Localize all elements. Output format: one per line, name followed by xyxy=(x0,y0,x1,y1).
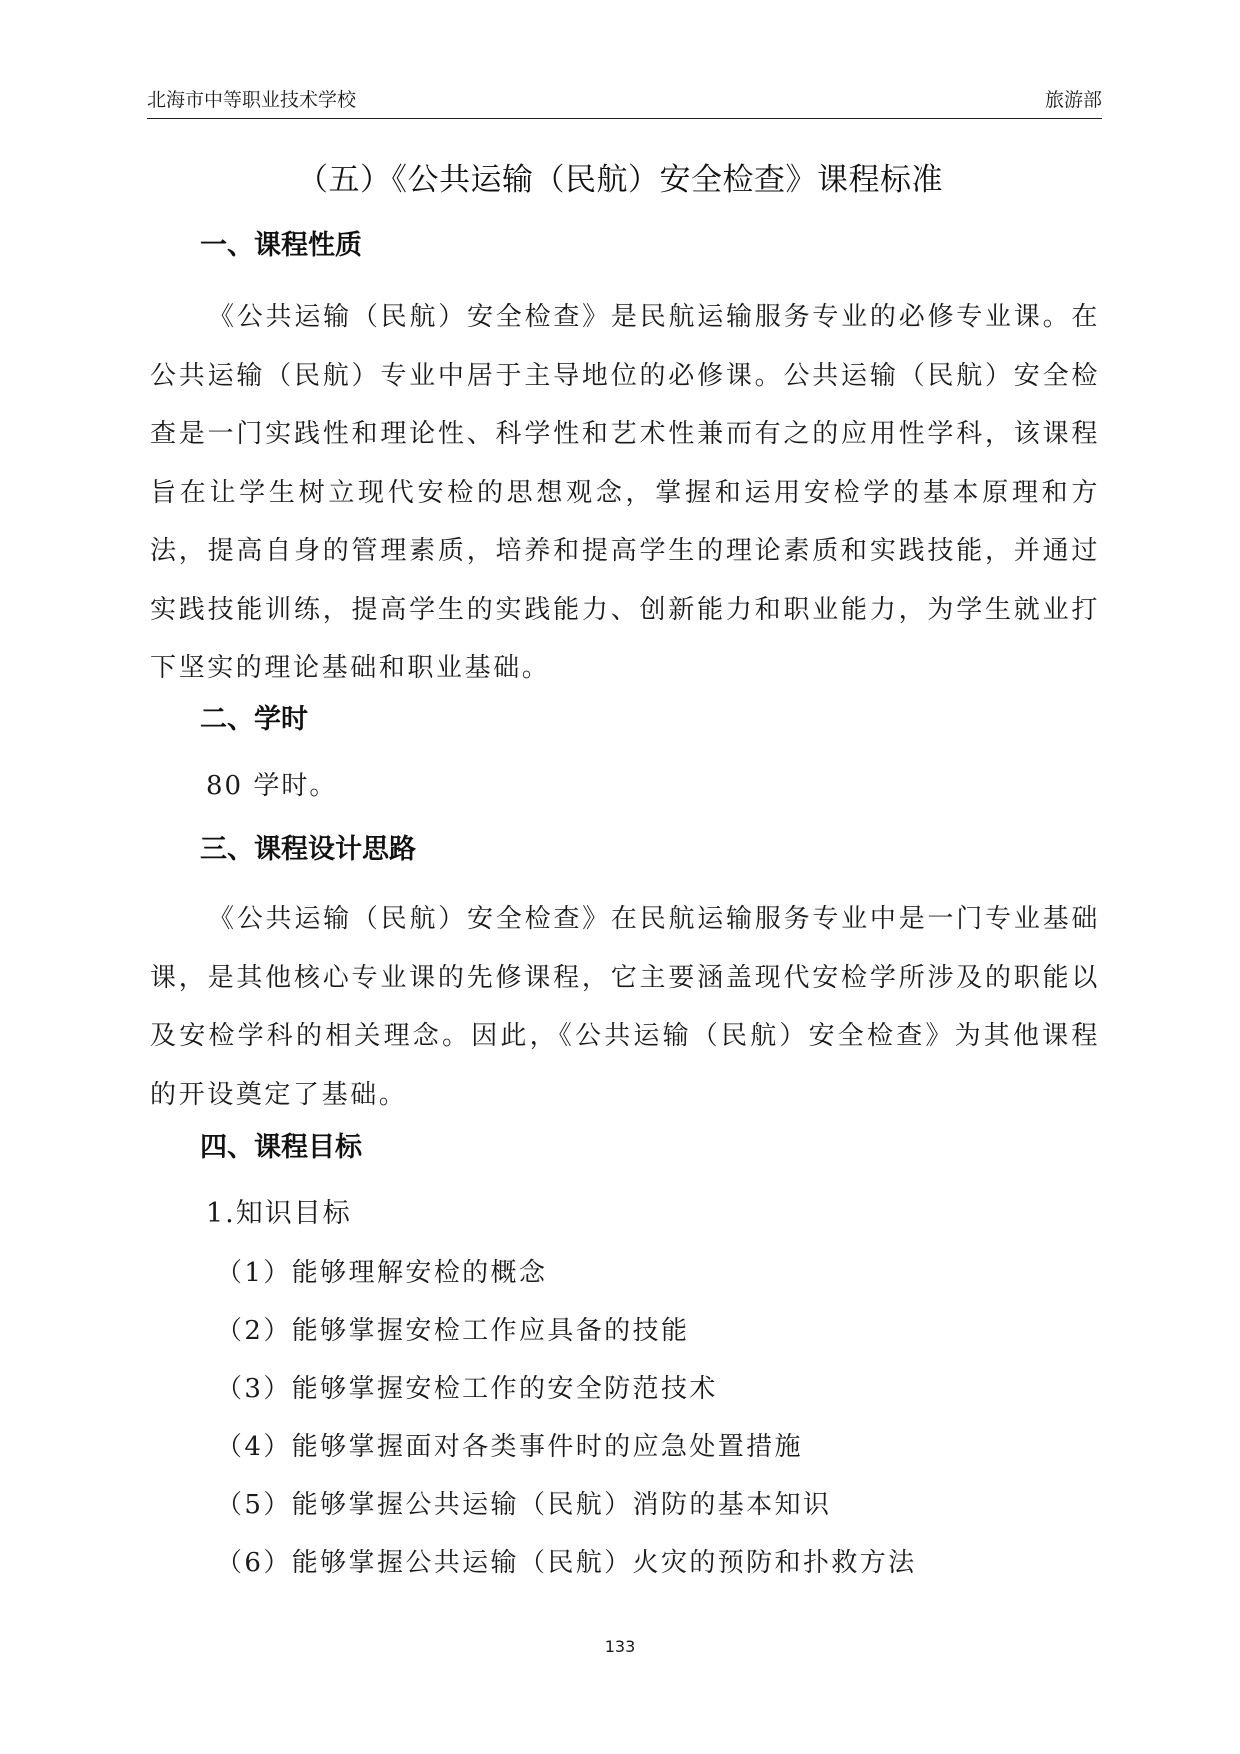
section-text-hours: 80 学时。 xyxy=(206,771,338,801)
section-heading-nature: 一、课程性质 xyxy=(200,230,362,261)
page-header xyxy=(147,88,1102,119)
section-text-design: 《公共运输（民航）安全检查》在民航运输服务专业中是一门专业基础课，是其他核心专业课的先修课程，它主要涵盖现代安检学所涉及的职能以及安检学科的相关理念。因此，《公共运输（民航）安全检查》为其他课程的开设奠定了基础。 xyxy=(150,904,1100,1110)
list-item: （2）能够掌握安检工作应具备的技能 xyxy=(216,1316,690,1346)
section-heading-design: 三、课程设计思路 xyxy=(200,834,416,865)
page-number: 133 xyxy=(604,1637,636,1656)
knowledge-goals-heading: 1.知识目标 xyxy=(206,1198,352,1229)
section-heading-goals: 四、课程目标 xyxy=(200,1132,362,1163)
list-item: （5）能够掌握公共运输（民航）消防的基本知识 xyxy=(216,1490,832,1520)
list-item: （4）能够掌握面对各类事件时的应急处置措施 xyxy=(216,1432,803,1462)
header-department: 旅游部 xyxy=(1044,89,1102,111)
list-item: （1）能够理解安检的概念 xyxy=(216,1258,548,1288)
list-item: （3）能够掌握安检工作的安全防范技术 xyxy=(216,1374,718,1404)
section-text-nature: 《公共运输（民航）安全检查》是民航运输服务专业的必修专业课。在公共运输（民航）专业中居于主导地位的必修课。公共运输（民航）安全检查是一门实践性和理论性、科学性和艺术性兼而有之的应用性学科，该课程旨在让学生树立现代安检的思想观念，掌握和运用安检学的基本原理和方法，提高自身的管理素质，培养和提高学生的理论素质和实践技能，并通过实践技能训练，提高学生的实践能力、创新能力和职业能力，为学生就业打下坚实的理论基础和职业基础。 xyxy=(150,302,1100,683)
document-title: （五）《公共运输（民航）安全检查》课程标准 xyxy=(297,162,943,198)
header-school-name: 北海市中等职业技术学校 xyxy=(147,89,357,111)
list-item: （6）能够掌握公共运输（民航）火灾的预防和扑救方法 xyxy=(216,1548,917,1578)
section-heading-hours: 二、学时 xyxy=(200,704,308,735)
